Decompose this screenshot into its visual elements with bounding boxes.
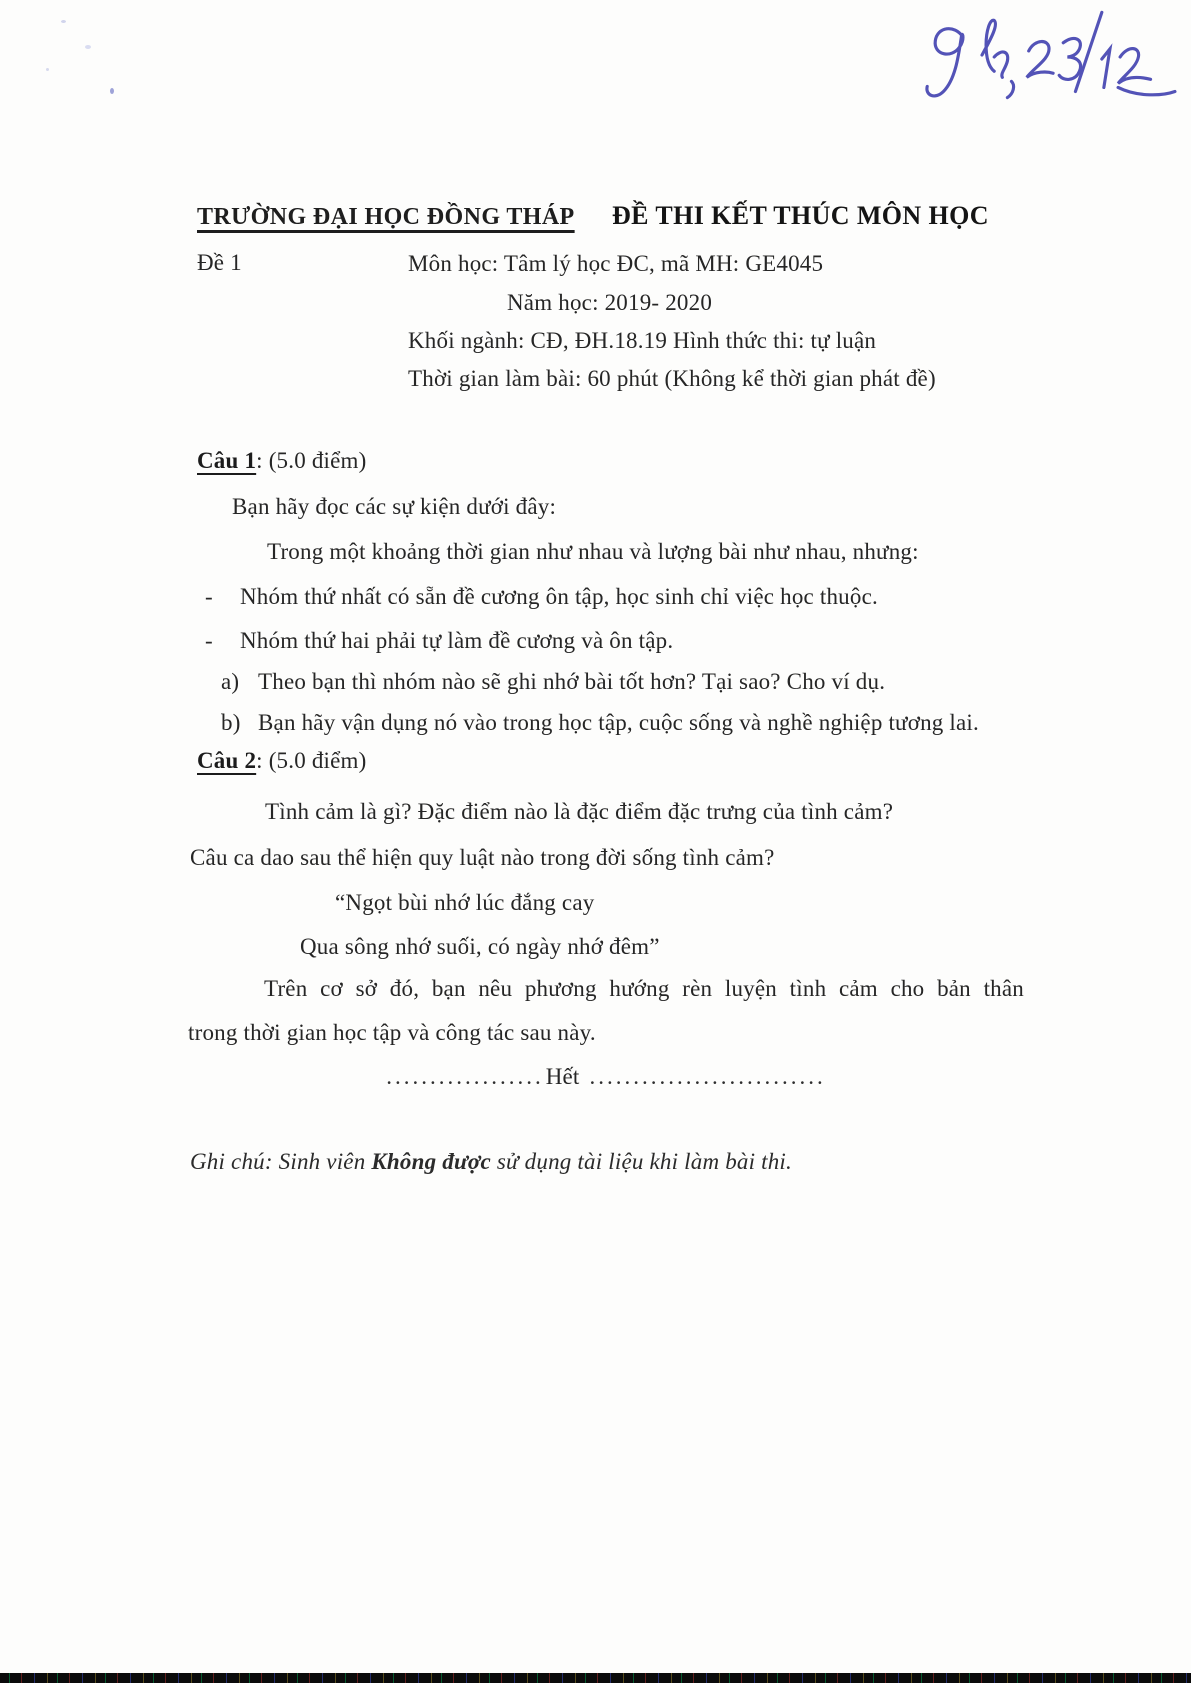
folk-verse-line2: Qua sông nhớ suối, có ngày nhớ đêm” xyxy=(300,934,660,959)
question1-heading xyxy=(197,446,367,476)
dots-left: .................. xyxy=(386,1064,544,1089)
note-emphasis: Không được xyxy=(371,1149,491,1174)
exam-set-number: Đề 1 xyxy=(197,250,242,275)
duration-line: Thời gian làm bài: 60 phút (Không kể thời gian phát đề) xyxy=(408,366,936,391)
subquestion-label: a) xyxy=(221,669,240,694)
end-of-exam-marker xyxy=(188,1062,1024,1092)
scan-edge-bar xyxy=(0,1673,1191,1683)
question2-line2: Câu ca dao sau thể hiện quy luật nào trong đời sống tình cảm? xyxy=(190,845,775,870)
scan-speck xyxy=(61,20,66,23)
list-item xyxy=(205,582,878,612)
end-label: Hết xyxy=(545,1064,580,1089)
question1-points: : (5.0 điểm) xyxy=(256,448,367,473)
folk-verse-line1: “Ngọt bùi nhớ lúc đắng cay xyxy=(335,890,595,915)
question1-intro: Bạn hãy đọc các sự kiện dưới đây: xyxy=(232,494,557,519)
note-prefix: Ghi chú: Sinh viên xyxy=(190,1149,372,1174)
cohort-line: Khối ngành: CĐ, ĐH.18.19 Hình thức thi: tự luận xyxy=(408,328,877,353)
university-name: TRƯỜNG ĐẠI HỌC ĐỒNG THÁP xyxy=(197,204,575,230)
subquestion-a xyxy=(221,667,885,697)
scan-speck xyxy=(110,88,114,94)
subquestion-text: Theo bạn thì nhóm nào sẽ ghi nhớ bài tốt hơn? Tại sao? Cho ví dụ. xyxy=(258,669,886,694)
dots-right: ........................... xyxy=(589,1064,826,1089)
subquestion-b xyxy=(221,708,979,738)
question2-closing-line2: trong thời gian học tập và công tác sau này. xyxy=(188,1020,596,1045)
bullet-dash: - xyxy=(205,628,213,653)
question1-label: Câu 1 xyxy=(197,448,257,473)
exam-title: ĐỀ THI KẾT THÚC MÔN HỌC xyxy=(612,201,989,230)
academic-year-line: Năm học: 2019- 2020 xyxy=(507,290,713,315)
note-suffix: sử dụng tài liệu khi làm bài thi. xyxy=(490,1149,792,1174)
question2-heading xyxy=(197,746,367,776)
scan-speck xyxy=(85,45,91,49)
exam-note xyxy=(190,1147,792,1177)
subquestion-label: b) xyxy=(221,710,241,735)
question1-scenario: Trong một khoảng thời gian như nhau và lượng bài như nhau, nhưng: xyxy=(267,539,919,564)
handwritten-note xyxy=(915,6,1179,108)
bullet-text: Nhóm thứ nhất có sẵn đề cương ôn tập, học sinh chỉ việc học thuộc. xyxy=(240,584,878,609)
subquestion-text: Bạn hãy vận dụng nó vào trong học tập, cuộc sống và nghề nghiệp tương lai. xyxy=(258,710,979,735)
handwriting-strokes xyxy=(915,6,1179,108)
question2-line1: Tình cảm là gì? Đặc điểm nào là đặc điểm đặc trưng của tình cảm? xyxy=(265,799,894,824)
question2-label: Câu 2 xyxy=(197,748,257,773)
bullet-dash: - xyxy=(205,584,213,609)
subject-line: Môn học: Tâm lý học ĐC, mã MH: GE4045 xyxy=(408,251,824,276)
scan-speck xyxy=(46,68,49,71)
question2-closing-line1: Trên cơ sở đó, bạn nêu phương hướng rèn luyện tình cảm cho bản thân xyxy=(264,976,1024,1001)
bullet-text: Nhóm thứ hai phải tự làm đề cương và ôn tập. xyxy=(240,628,674,653)
list-item xyxy=(205,626,673,656)
question2-points: : (5.0 điểm) xyxy=(256,748,367,773)
